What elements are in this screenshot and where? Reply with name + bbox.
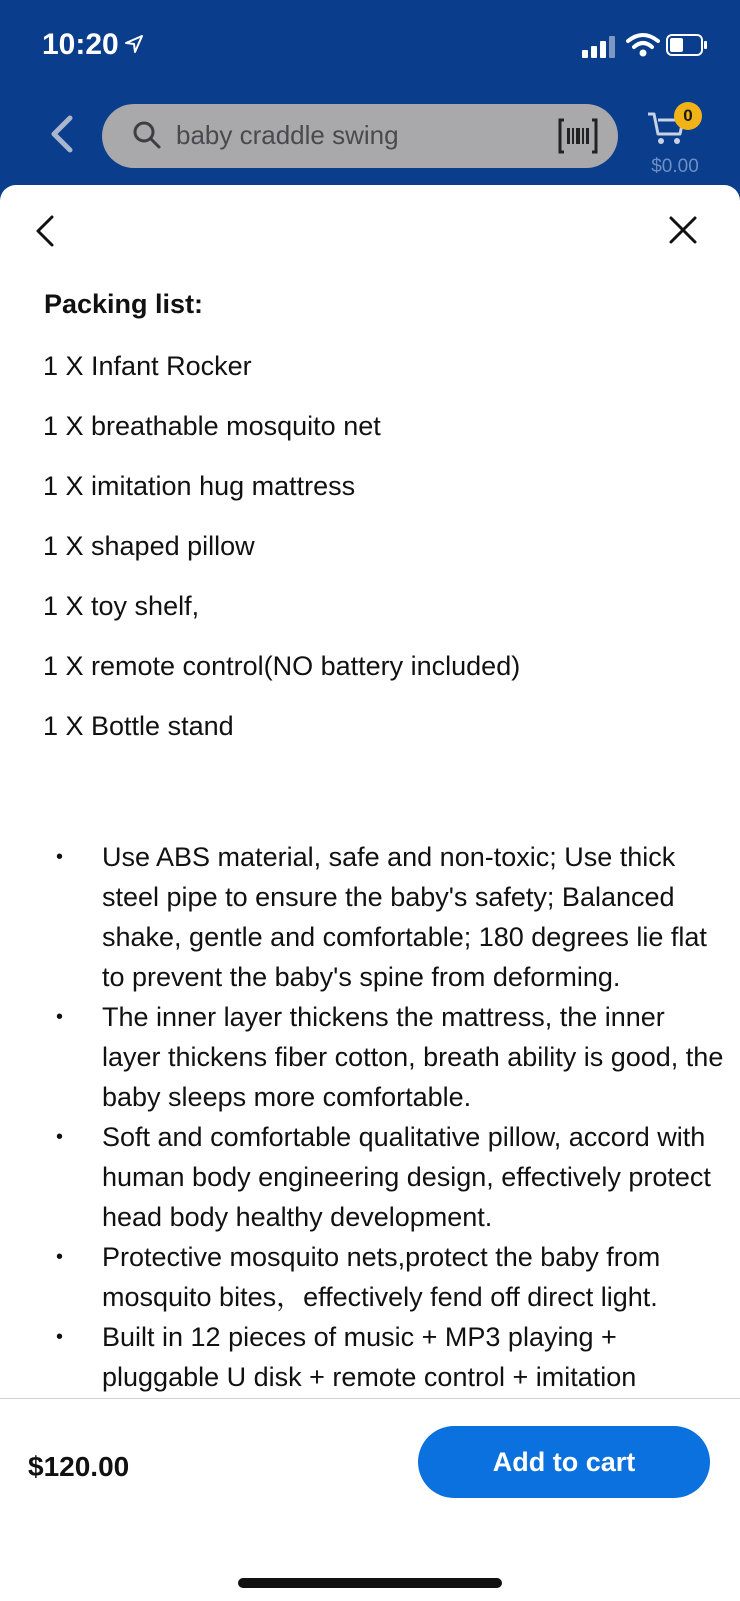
feature-bullet: • The inner layer thickens the mattress, the inner layer thickens fiber cotton, breath ability is good, the baby sleeps more comfortable.	[44, 997, 724, 1117]
packing-list-item: 1 X shaped pillow	[43, 531, 255, 561]
back-arrow-icon[interactable]	[46, 112, 78, 156]
barcode-scanner-icon[interactable]	[558, 118, 598, 154]
sheet-back-icon[interactable]	[30, 213, 60, 249]
close-icon[interactable]	[668, 215, 698, 245]
home-indicator[interactable]	[238, 1578, 502, 1588]
feature-bullet: • Protective mosquito nets,protect the baby from mosquito bites，effectively fend off direct light.	[44, 1237, 724, 1317]
battery-icon	[666, 33, 708, 57]
search-query-text[interactable]: baby craddle swing	[176, 120, 399, 150]
product-details-sheet	[0, 185, 740, 1600]
cellular-signal-icon	[582, 36, 618, 58]
feature-bullet: • Built in 12 pieces of music + MP3 playing + pluggable U disk + remote control + imitation	[44, 1317, 724, 1397]
wifi-icon	[626, 32, 660, 58]
cart-button[interactable]	[640, 98, 730, 178]
status-time: 10:20	[42, 28, 119, 61]
feature-bullet: • Use ABS material, safe and non-toxic; Use thick steel pipe to ensure the baby's safety; Balanced shake, gentle and comfortable; 180 degrees lie flat to prevent the baby's spine from deforming.	[44, 837, 724, 997]
packing-list-item: 1 X Bottle stand	[43, 711, 234, 741]
status-bar	[0, 0, 740, 90]
feature-list	[44, 837, 724, 1397]
add-to-cart-button[interactable]: Add to cart	[418, 1426, 710, 1498]
packing-list-item: 1 X Infant Rocker	[43, 351, 252, 381]
product-price: $120.00	[28, 1451, 130, 1482]
feature-bullet: • Soft and comfortable qualitative pillow, accord with human body engineering design, effectively protect head body healthy development.	[44, 1117, 724, 1237]
details-content[interactable]	[0, 275, 740, 1587]
packing-list-item: 1 X breathable mosquito net	[43, 411, 381, 441]
cart-count-badge: 0	[674, 102, 702, 130]
search-bar[interactable]	[102, 104, 618, 168]
packing-list-item: 1 X toy shelf,	[43, 591, 200, 621]
search-icon	[132, 120, 162, 150]
packing-list-heading: Packing list:	[44, 289, 204, 319]
cart-total: $0.00	[651, 156, 699, 177]
search-header	[0, 90, 740, 185]
packing-list-item: 1 X remote control(NO battery included)	[43, 651, 521, 681]
purchase-bar	[0, 1398, 740, 1601]
location-arrow-icon	[124, 34, 144, 54]
packing-list-item: 1 X imitation hug mattress	[43, 471, 356, 501]
